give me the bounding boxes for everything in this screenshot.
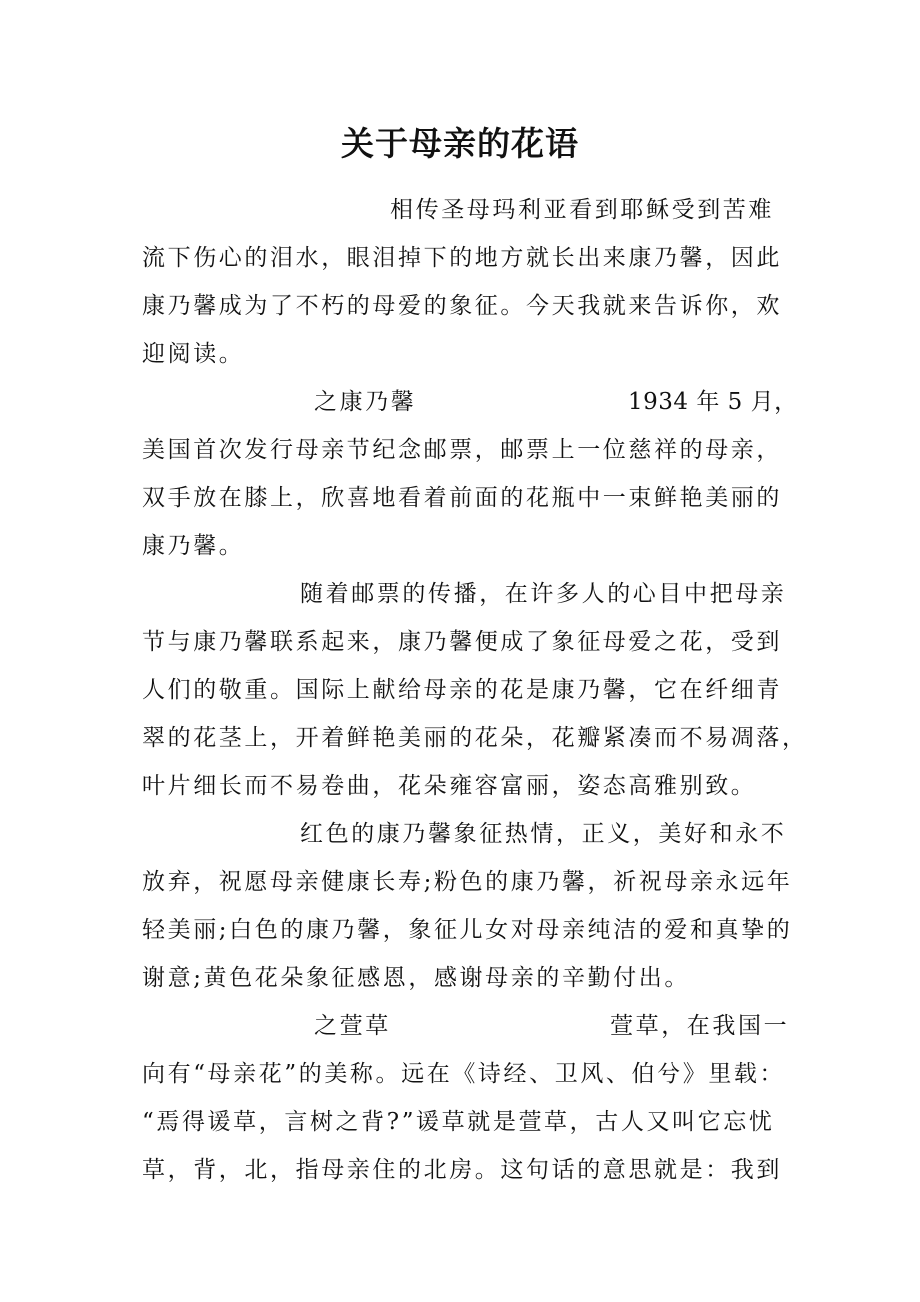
paragraph-line: 迎阅读。 (142, 341, 245, 367)
section-heading: 之萱草 (314, 1013, 391, 1039)
paragraph-line: 草，背，北，指母亲住的北房。这句话的意思就是：我到 (142, 1157, 782, 1183)
date-text: 1934 年 5 月， (628, 389, 798, 415)
paragraph-line: 萱草，在我国一 (610, 1013, 790, 1039)
document-title: 关于母亲的花语 (341, 124, 579, 163)
paragraph-line: 流下伤心的泪水，眼泪掉下的地方就长出来康乃馨，因此 (142, 245, 782, 271)
paragraph-line: 轻美丽;白色的康乃馨，象征儿女对母亲纯洁的爱和真挚的 (142, 917, 793, 943)
paragraph-line: 美国首次发行母亲节纪念邮票，邮票上一位慈祥的母亲， (142, 437, 782, 463)
paragraph-line: “焉得谖草，言树之背?”谖草就是萱草，古人又叫它忘忧 (142, 1109, 775, 1135)
paragraph-line: 叶片细长而不易卷曲，花朵雍容富丽，姿态高雅别致。 (142, 773, 757, 799)
paragraph-line: 康乃馨成为了不朽的母爱的象征。今天我就来告诉你，欢 (142, 293, 782, 319)
paragraph-line: 节与康乃馨联系起来，康乃馨便成了象征母爱之花，受到 (142, 629, 782, 655)
paragraph-line: 谢意;黄色花朵象征感恩，感谢母亲的辛勤付出。 (142, 965, 690, 991)
paragraph-line: 红色的康乃馨象征热情，正义，美好和永不 (300, 821, 787, 847)
paragraph-line: 翠的花茎上，开着鲜艳美丽的花朵，花瓣紧凑而不易凋落， (142, 725, 808, 751)
paragraph-line: 放弃，祝愿母亲健康长寿;粉色的康乃馨，祈祝母亲永远年 (142, 869, 793, 895)
paragraph-line: 相传圣母玛利亚看到耶稣受到苦难 (390, 197, 774, 223)
paragraph-line: 随着邮票的传播，在许多人的心目中把母亲 (300, 581, 787, 607)
paragraph-line: 康乃馨。 (142, 533, 245, 559)
section-heading: 之康乃馨 (314, 389, 417, 415)
paragraph-line: 双手放在膝上，欣喜地看着前面的花瓶中一束鲜艳美丽的 (142, 485, 782, 511)
paragraph-line: 向有“母亲花”的美称。远在《诗经、卫风、伯兮》里载： (142, 1061, 786, 1087)
paragraph-line: 人们的敬重。国际上献给母亲的花是康乃馨，它在纤细青 (142, 677, 782, 703)
